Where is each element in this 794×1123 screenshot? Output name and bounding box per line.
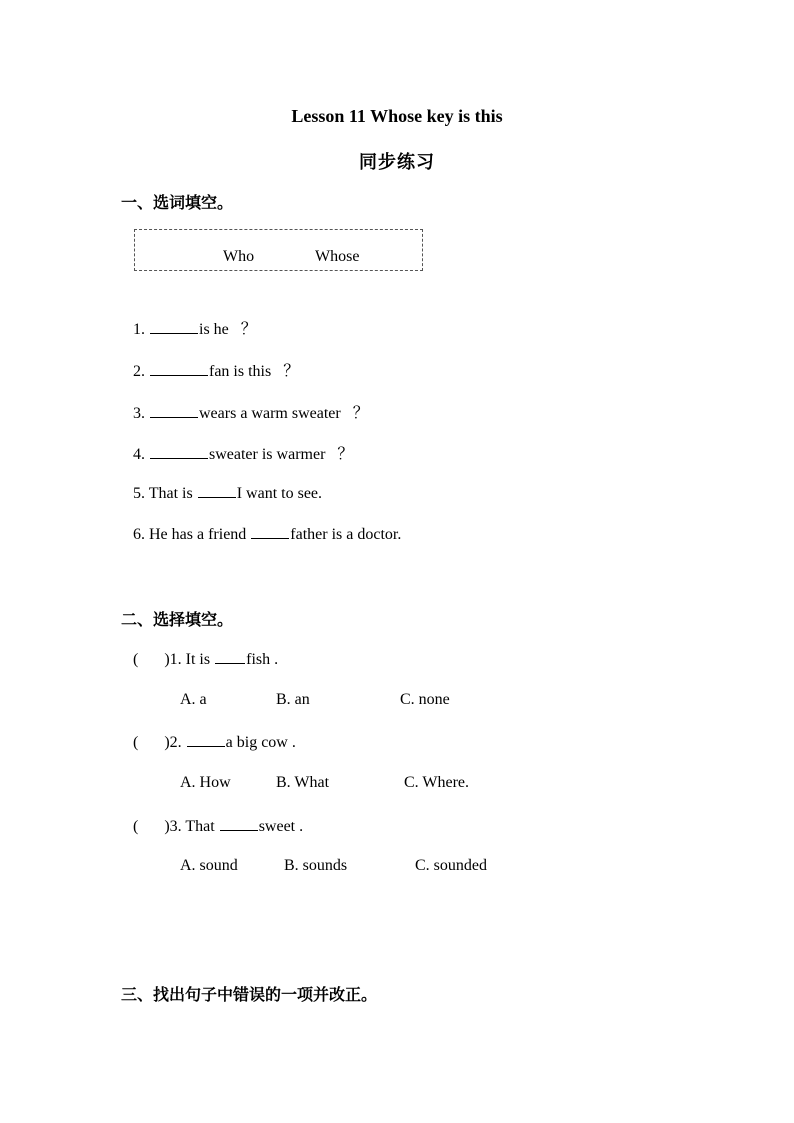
item-text: sweater is warmer [209,446,326,463]
word-option-whose: Whose [315,248,360,265]
question-text: )1. It is [164,651,211,668]
answer-blank [187,732,225,747]
item-number: 1. [133,321,145,338]
page-subtitle: 同步练习 [359,152,435,172]
item-end: ？ [352,405,369,422]
option-2c: C. Where. [404,774,470,791]
answer-blank[interactable] [150,444,208,459]
section-3-heading: 三、找出句子中错误的一项并改正。 [121,985,378,1004]
fill-item-5 [133,483,322,503]
option-3b: B. sounds [284,857,348,874]
answer-blank[interactable] [150,403,198,418]
item-end: ？ [240,321,257,338]
answer-paren[interactable]: ( [133,818,139,835]
word-box [134,229,423,271]
item-text: wears a warm sweater [199,405,341,422]
choice-question-1 [133,649,278,669]
answer-paren[interactable]: ( [133,734,139,751]
page-title: Lesson 11 Whose key is this [291,106,503,126]
question-text: )2. [164,734,182,751]
fill-item-6 [133,524,401,544]
item-number: 5. [133,485,145,502]
item-text: I want to see. [236,485,323,502]
question-text: )3. That [164,818,215,835]
answer-blank[interactable] [251,524,289,539]
question-text-after: sweet . [258,818,304,835]
item-text: father is a doctor. [290,526,402,543]
option-3a: A. sound [180,857,238,874]
answer-blank [215,649,245,664]
item-text-before: He has a friend [149,526,247,543]
item-number: 6. [133,526,145,543]
answer-blank[interactable] [198,483,236,498]
fill-item-1 [133,316,257,339]
fill-item-3 [133,400,369,423]
option-1a: A. a [180,691,207,708]
item-end: ？ [283,363,300,380]
option-1c: C. none [400,691,450,708]
section-2-heading: 二、选择填空。 [121,610,234,629]
item-text: is he [199,321,229,338]
item-text-before: That is [148,485,193,502]
option-2b: B. What [276,774,330,791]
item-end: ？ [337,446,354,463]
word-option-who: Who [223,248,255,265]
option-1b: B. an [276,691,310,708]
item-text: fan is this [209,363,272,380]
answer-blank[interactable] [150,361,208,376]
choice-question-2 [133,732,296,752]
section-1-heading: 一、选词填空。 [121,193,234,212]
item-number: 4. [133,446,145,463]
choice-question-3 [133,816,303,836]
question-text-after: a big cow . [225,734,296,751]
question-text-after: fish . [246,651,279,668]
answer-paren[interactable]: ( [133,651,139,668]
fill-item-4 [133,441,353,464]
option-2a: A. How [180,774,231,791]
fill-item-2 [133,358,299,381]
item-number: 3. [133,405,145,422]
item-number: 2. [133,363,145,380]
option-3c: C. sounded [415,857,487,874]
answer-blank [220,816,258,831]
answer-blank[interactable] [150,319,198,334]
